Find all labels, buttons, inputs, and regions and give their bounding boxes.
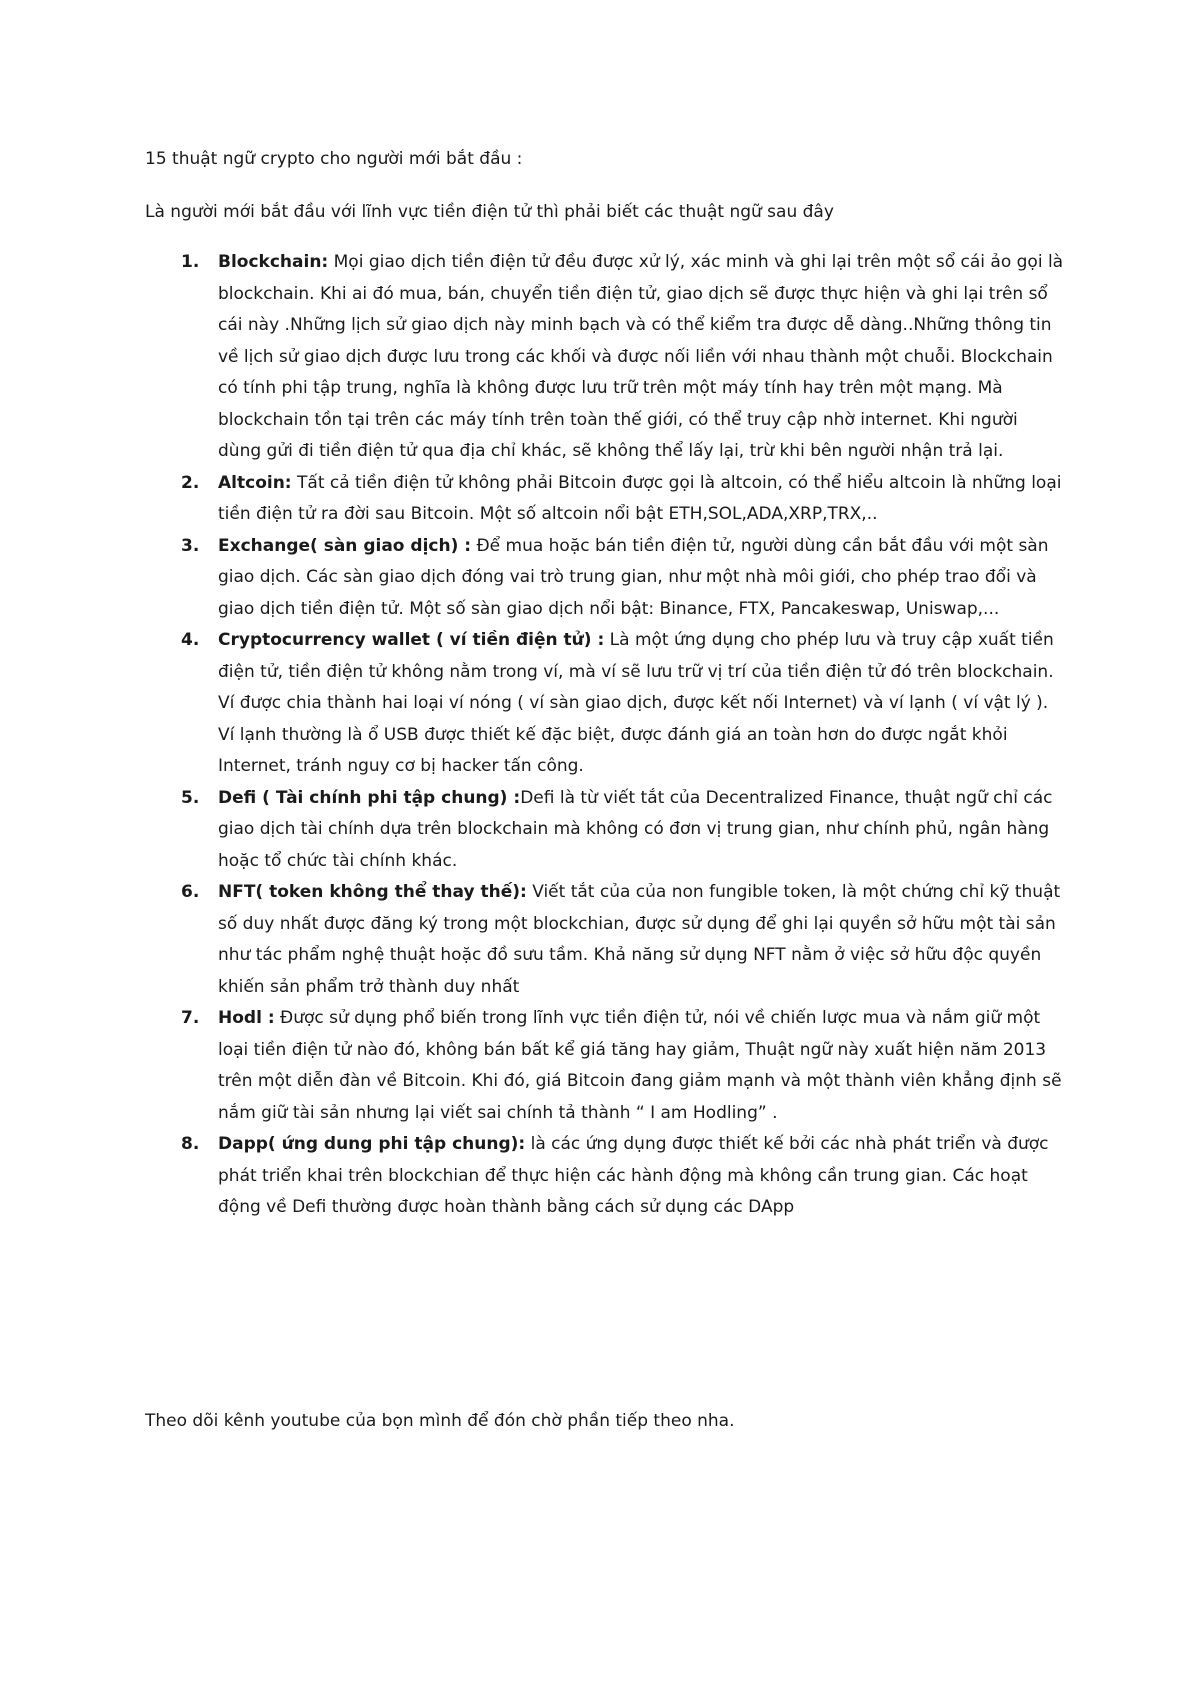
term-number: 3. <box>181 535 200 556</box>
term-description: là các ứng dụng được thiết kế bởi các nhà phát triển và được phát triển khai trên blockchian để thực hiện các hành động mà không cần trung gian. Các hoạt động về Defi thường được hoàn thành bằng cách sử dụng các DApp <box>218 1134 1049 1217</box>
term-item <box>145 1129 1065 1224</box>
term-description: Được sử dụng phổ biến trong lĩnh vực tiền điện tử, nói về chiến lược mua và nắm giữ một loại tiền điện tử nào đó, không bán bất kể giá tăng hay giảm, Thuật ngữ này xuất hiện năm 2013 trên một diễn đàn về Bitcoin. Khi đó, giá Bitcoin đang giảm mạnh và một thành viên khẳng định sẽ nắm giữ tài sản nhưng lại viết sai chính tả thành “ I am Hodling” . <box>218 1008 1062 1123</box>
term-description: Mọi giao dịch tiền điện tử đều được xử lý, xác minh và ghi lại trên một sổ cái ảo gọi là blockchain. Khi ai đó mua, bán, chuyển tiền điện tử, giao dịch sẽ được thực hiện và ghi lại trên sổ cái này .Những lịch sử giao dịch này minh bạch và có thể kiểm tra được dễ dàng..Những thông tin về lịch sử giao dịch được lưu trong các khối và được nối liền với nhau thành một chuỗi. Blockchain có tính phi tập trung, nghĩa là không được lưu trữ trên một máy tính hay trên một mạng. Mà blockchain tồn tại trên các máy tính trên toàn thế giới, có thể truy cập nhờ internet. Khi người dùng gửi đi tiền điện tử qua địa chỉ khác, sẽ không thể lấy lại, trừ khi bên người nhận trả lại. <box>218 252 1064 461</box>
term-item <box>145 531 1065 626</box>
term-name: Altcoin: <box>218 472 292 493</box>
term-item <box>145 783 1065 878</box>
footer-note: Theo dõi kênh youtube của bọn mình để đón chờ phần tiếp theo nha. <box>145 1411 735 1431</box>
term-item <box>145 1003 1065 1129</box>
term-item <box>145 247 1065 468</box>
term-item <box>145 877 1065 1003</box>
term-number: 4. <box>181 630 200 650</box>
term-name: Defi ( Tài chính phi tập chung) : <box>218 787 521 808</box>
document-title: 15 thuật ngữ crypto cho người mới bắt đầu : <box>145 149 523 169</box>
term-name: Dapp( ứng dung phi tập chung): <box>218 1134 526 1154</box>
term-number: 5. <box>181 787 200 808</box>
term-description: Viết tắt của của non fungible token, là một chứng chỉ kỹ thuật số duy nhất được đăng ký trong một blockchian, được sử dụng để ghi lại quyền sở hữu một tài sản như tác phẩm nghệ thuật hoặc đồ sưu tầm. Khả năng sử dụng NFT nằm ở việc sở hữu độc quyền khiến sản phẩm trở thành duy nhất <box>218 882 1061 997</box>
term-number: 6. <box>181 882 200 902</box>
term-name: Exchange( sàn giao dịch) : <box>218 535 472 556</box>
term-description: Để mua hoặc bán tiền điện tử, người dùng cần bắt đầu với một sàn giao dịch. Các sàn giao dịch đóng vai trò trung gian, như một nhà môi giới, cho phép trao đổi và giao dịch tiền điện tử. Một số sàn giao dịch nổi bật: Binance, FTX, Pancakeswap, Uniswap,... <box>218 535 1049 619</box>
term-item <box>145 625 1065 783</box>
term-name: Hodl : <box>218 1008 275 1028</box>
term-name: Blockchain: <box>218 252 329 272</box>
term-number: 7. <box>181 1008 200 1028</box>
term-description: Tất cả tiền điện tử không phải Bitcoin được gọi là altcoin, có thể hiểu altcoin là những loại tiền điện tử ra đời sau Bitcoin. Một số altcoin nổi bật ETH,SOL,ADA,XRP,TRX,.. <box>218 472 1062 524</box>
terms-list <box>145 247 1065 1224</box>
term-description: Là một ứng dụng cho phép lưu và truy cập xuất tiền điện tử, tiền điện tử không nằm trong ví, mà ví sẽ lưu trữ vị trí của tiền điện tử đó trên blockchain. Ví được chia thành hai loại ví nóng ( ví sàn giao dịch, được kết nối Internet) và ví lạnh ( ví vật lý ). Ví lạnh thường là ổ USB được thiết kế đặc biệt, được đánh giá an toàn hơn do được ngắt khỏi Internet, tránh nguy cơ bị hacker tấn công. <box>218 630 1054 776</box>
term-item <box>145 468 1065 531</box>
term-number: 2. <box>181 472 200 493</box>
term-number: 1. <box>181 252 200 272</box>
term-description: Defi là từ viết tắt của Decentralized Finance, thuật ngữ chỉ các giao dịch tài chính dựa trên blockchain mà không có đơn vị trung gian, như chính phủ, ngân hàng hoặc tổ chức tài chính khác. <box>218 787 1053 871</box>
term-name: Cryptocurrency wallet ( ví tiền điện tử) : <box>218 630 605 650</box>
term-number: 8. <box>181 1134 200 1154</box>
intro-paragraph: Là người mới bắt đầu với lĩnh vực tiền điện tử thì phải biết các thuật ngữ sau đây <box>145 202 834 222</box>
term-name: NFT( token không thể thay thế): <box>218 882 527 902</box>
